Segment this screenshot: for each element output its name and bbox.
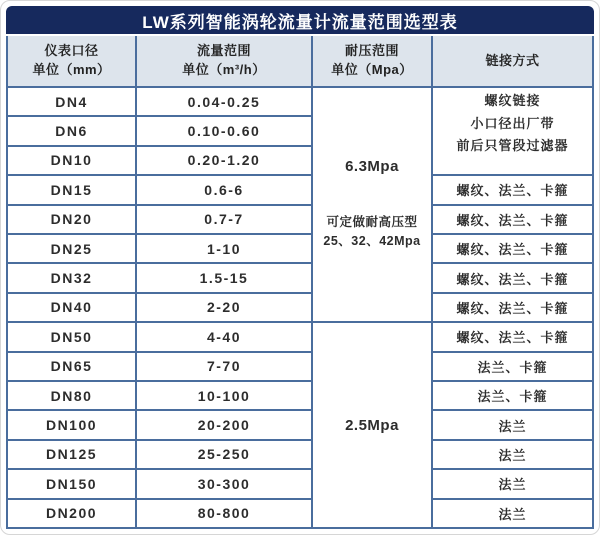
pressure-value: 6.3Mpa bbox=[345, 157, 399, 175]
connection-cell: 螺纹、法兰、卡箍 bbox=[433, 176, 592, 203]
connection-cell: 法兰、卡箍 bbox=[433, 382, 592, 409]
pressure-note-line2: 25、32、42Mpa bbox=[323, 234, 421, 249]
diameter-cell: DN32 bbox=[8, 264, 135, 291]
flow-range-cell: 10-100 bbox=[137, 382, 311, 409]
table-grid bbox=[6, 36, 594, 529]
diameter-cell: DN200 bbox=[8, 500, 135, 527]
connection-smallbore-line2: 小口径出厂带 bbox=[470, 115, 555, 131]
diameter-cell: DN40 bbox=[8, 294, 135, 321]
pressure-value: 2.5Mpa bbox=[345, 416, 399, 434]
flow-range-cell: 2-20 bbox=[137, 294, 311, 321]
pressure-note bbox=[323, 213, 420, 252]
flow-range-cell: 20-200 bbox=[137, 411, 311, 438]
header-diameter-line1: 仪表口径 bbox=[44, 43, 99, 59]
diameter-cell: DN50 bbox=[8, 323, 135, 350]
diameter-cell: DN15 bbox=[8, 176, 135, 203]
header-connection bbox=[433, 36, 592, 86]
connection-cell: 螺纹、法兰、卡箍 bbox=[433, 235, 592, 262]
diameter-cell: DN150 bbox=[8, 470, 135, 497]
connection-cell: 螺纹、法兰、卡箍 bbox=[433, 323, 592, 350]
flow-range-cell: 7-70 bbox=[137, 353, 311, 380]
connection-cell: 螺纹、法兰、卡箍 bbox=[433, 206, 592, 233]
flow-range-cell: 25-250 bbox=[137, 441, 311, 468]
pressure-cell-low-group bbox=[313, 323, 431, 527]
header-flow-range-line1: 流量范围 bbox=[196, 43, 251, 59]
connection-cell: 螺纹、法兰、卡箍 bbox=[433, 264, 592, 291]
diameter-cell: DN80 bbox=[8, 382, 135, 409]
pressure-cell-high-group bbox=[313, 88, 431, 321]
connection-smallbore-line1: 螺纹链接 bbox=[484, 92, 541, 108]
flow-range-cell: 4-40 bbox=[137, 323, 311, 350]
flow-range-cell: 0.7-7 bbox=[137, 206, 311, 233]
connection-cell: 法兰 bbox=[433, 441, 592, 468]
header-flow-range bbox=[137, 36, 311, 86]
diameter-cell: DN125 bbox=[8, 441, 135, 468]
flow-range-cell: 80-800 bbox=[137, 500, 311, 527]
connection-smallbore-line3: 前后只管段过滤器 bbox=[456, 138, 569, 154]
flow-range-cell: 30-300 bbox=[137, 470, 311, 497]
header-flow-range-line2: 单位（m³/h） bbox=[182, 62, 266, 77]
diameter-cell: DN20 bbox=[8, 206, 135, 233]
flow-range-cell: 1.5-15 bbox=[137, 264, 311, 291]
diameter-cell: DN100 bbox=[8, 411, 135, 438]
diameter-cell: DN25 bbox=[8, 235, 135, 262]
diameter-cell: DN6 bbox=[8, 117, 135, 144]
connection-cell: 法兰 bbox=[433, 411, 592, 438]
header-diameter-line2: 单位（mm） bbox=[32, 62, 111, 77]
flow-range-cell: 0.10-0.60 bbox=[137, 117, 311, 144]
header-pressure bbox=[313, 36, 431, 86]
connection-cell: 法兰 bbox=[433, 500, 592, 527]
flow-range-cell: 0.04-0.25 bbox=[137, 88, 311, 115]
pressure-note-line1: 可定做耐高压型 bbox=[326, 214, 418, 229]
flow-range-cell: 0.6-6 bbox=[137, 176, 311, 203]
flow-range-cell: 0.20-1.20 bbox=[137, 147, 311, 174]
diameter-cell: DN4 bbox=[8, 88, 135, 115]
table-title: LW系列智能涡轮流量计流量范围选型表 bbox=[6, 6, 594, 34]
header-connection-line1: 链接方式 bbox=[485, 52, 540, 68]
diameter-cell: DN65 bbox=[8, 353, 135, 380]
connection-smallbore-cell bbox=[433, 88, 592, 174]
flow-range-cell: 1-10 bbox=[137, 235, 311, 262]
header-pressure-line1: 耐压范围 bbox=[344, 43, 399, 59]
connection-cell: 螺纹、法兰、卡箍 bbox=[433, 294, 592, 321]
diameter-cell: DN10 bbox=[8, 147, 135, 174]
connection-cell: 法兰、卡箍 bbox=[433, 353, 592, 380]
connection-cell: 法兰 bbox=[433, 470, 592, 497]
header-pressure-line2: 单位（Mpa） bbox=[331, 62, 413, 77]
header-diameter bbox=[8, 36, 135, 86]
